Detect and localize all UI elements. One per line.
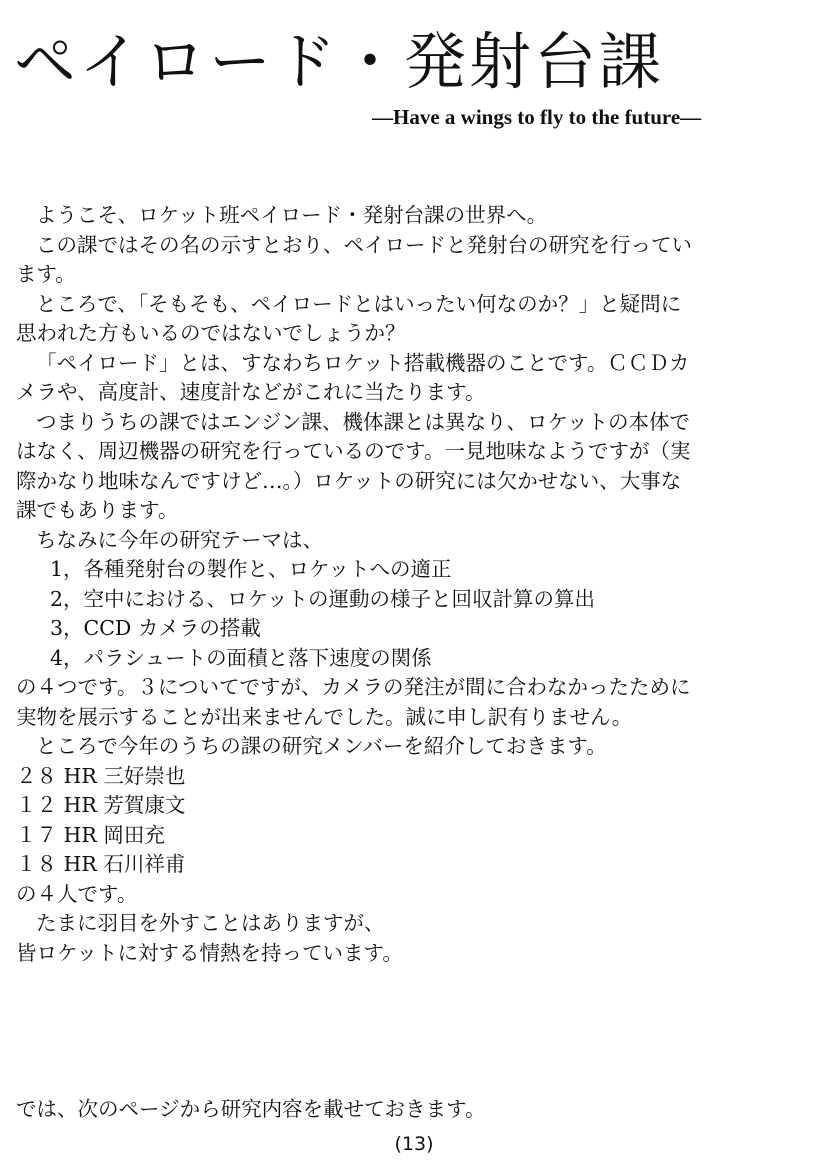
body-line: 4，パラシュートの面積と落下速度の関係 [50, 645, 432, 670]
body-line: 皆ロケットに対する情熱を持っています。 [16, 940, 403, 965]
body-line: ２８ HR 三好崇也 [16, 763, 186, 788]
body-line: １８ HR 石川祥甫 [16, 852, 186, 876]
body-line: 課でもあります。 [16, 498, 179, 522]
body-line: ます。 [16, 262, 76, 286]
body-line: の４人です。 [16, 881, 138, 906]
body-line: たまに羽目を外すことはありますが、 [36, 911, 385, 935]
page-number: (13) [394, 1133, 434, 1155]
body-text [16, 201, 816, 968]
closing-line: では、次のページから研究内容を載せておきます。 [16, 1097, 486, 1121]
page-subtitle: —Have a wings to fly to the future— [372, 105, 702, 129]
body-line: この課ではその名の示すとおり、ペイロードと発射台の研究を行ってい [36, 232, 692, 257]
body-line: 3，CCD カメラの搭載 [50, 616, 261, 640]
body-line: 「ペイロード」とは、すなわちロケット搭載機器のことです。ＣＣＤカ [36, 350, 690, 375]
body-line: 1，各種発射台の製作と、ロケットへの適正 [50, 557, 452, 581]
body-line: 際かなり地味なんですけど…。）ロケットの研究には欠かせない、大事な [16, 468, 682, 493]
page-title: ペイロード・発射台課 [14, 25, 665, 98]
body-line: メラや、高度計、速度計などがこれに当たります。 [16, 380, 486, 404]
body-line: １７ HR 岡田充 [16, 822, 165, 847]
body-line: はなく、周辺機器の研究を行っているのです。一見地味なようですが（実 [16, 439, 691, 463]
body-line: ようこそ、ロケット班ペイロード・発射台課の世界へ。 [36, 203, 548, 227]
body-line: ところで、「そもそも、ペイロードとはいったい何なのか？」と疑問に [36, 291, 682, 316]
body-line: 2，空中における、ロケットの運動の様子と回収計算の算出 [50, 586, 596, 611]
body-line: ちなみに今年の研究テーマは、 [36, 527, 323, 552]
body-line: 思われた方もいるのではないでしょうか？ [16, 321, 406, 345]
body-line: の４つです。３についてですが、カメラの発注が間に合わなかったために [16, 675, 691, 699]
body-line: 実物を展示することが出来ませんでした。誠に申し訳有りません。 [16, 704, 633, 729]
body-line: １２ HR 芳賀康文 [16, 793, 186, 817]
body-line: つまりうちの課ではエンジン課、機体課とは異なり、ロケットの本体で [36, 409, 690, 434]
body-line: ところで今年のうちの課の研究メンバーを紹介しておきます。 [36, 734, 607, 758]
